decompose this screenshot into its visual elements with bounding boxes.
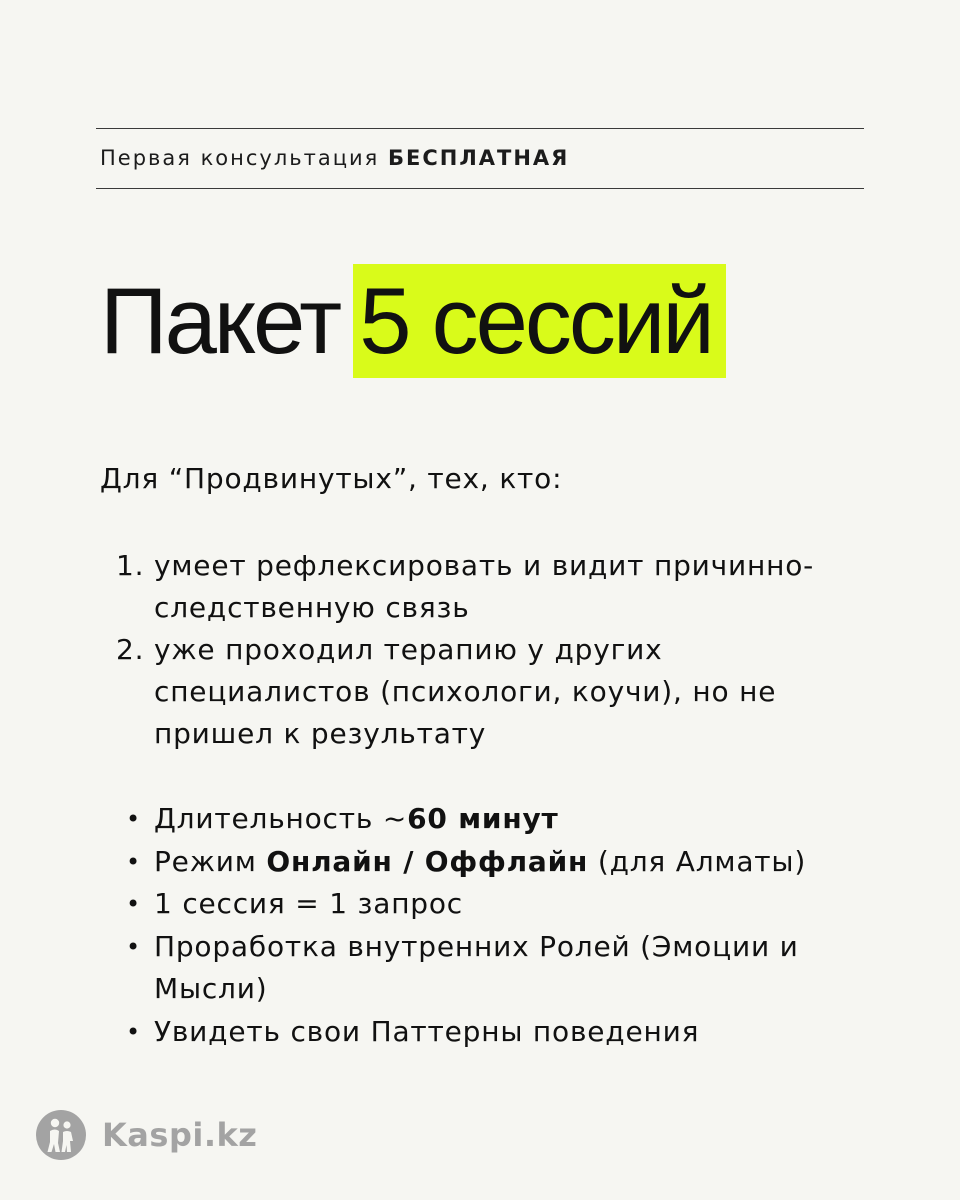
mode-prefix: Режим [154,844,267,878]
headline-main: Пакет [100,268,340,373]
kaspi-logo-text: Kaspi.kz [102,1116,258,1154]
numbered-item [116,629,876,755]
headline [100,264,726,378]
bottom-divider [96,188,864,189]
intro-text: Для “Продвинутых”, тех, кто: [100,462,563,495]
bullet-dot-icon: • [126,890,141,918]
bullet-dot-icon: • [126,932,141,961]
bullet-dot-icon: • [126,1017,141,1046]
kaspi-people-icon [36,1110,86,1160]
numbered-item [116,545,876,629]
mode-value: Онлайн / Оффлайн [266,844,589,878]
roles-text: Проработка внутренних Ролей (Эмоции и Мысли) [154,929,799,1005]
session-text: 1 сессия = 1 запрос [154,887,463,920]
top-divider [96,128,864,129]
bullet-roles [126,926,886,1011]
kaspi-watermark [36,1110,257,1160]
patterns-text: Увидеть свои Паттерны поведения [154,1014,700,1048]
feature-list [126,798,886,1053]
subtitle-emphasis: БЕСПЛАТНАЯ [387,146,570,170]
duration-value: 60 минут [407,802,559,835]
headline-highlight: 5 сессий [353,264,726,378]
bullet-mode [126,841,886,884]
subtitle [100,146,569,170]
item-number: 2. [116,633,145,666]
mode-suffix: (для Алматы) [588,844,807,878]
bullet-duration [126,798,886,841]
item-number: 1. [116,549,145,582]
item-text: уже проходил терапию у других специалистов (психологи, коучи), но не пришел к результату [154,633,777,750]
bullet-patterns [126,1011,886,1054]
numbered-list [116,545,876,755]
bullet-dot-icon: • [126,805,141,833]
bullet-session [126,883,886,926]
item-text: умеет рефлексировать и видит причинно-следственную связь [154,549,815,624]
subtitle-prefix: Первая консультация [100,146,388,170]
duration-prefix: Длительность ~ [154,802,408,835]
bullet-dot-icon: • [126,847,141,876]
